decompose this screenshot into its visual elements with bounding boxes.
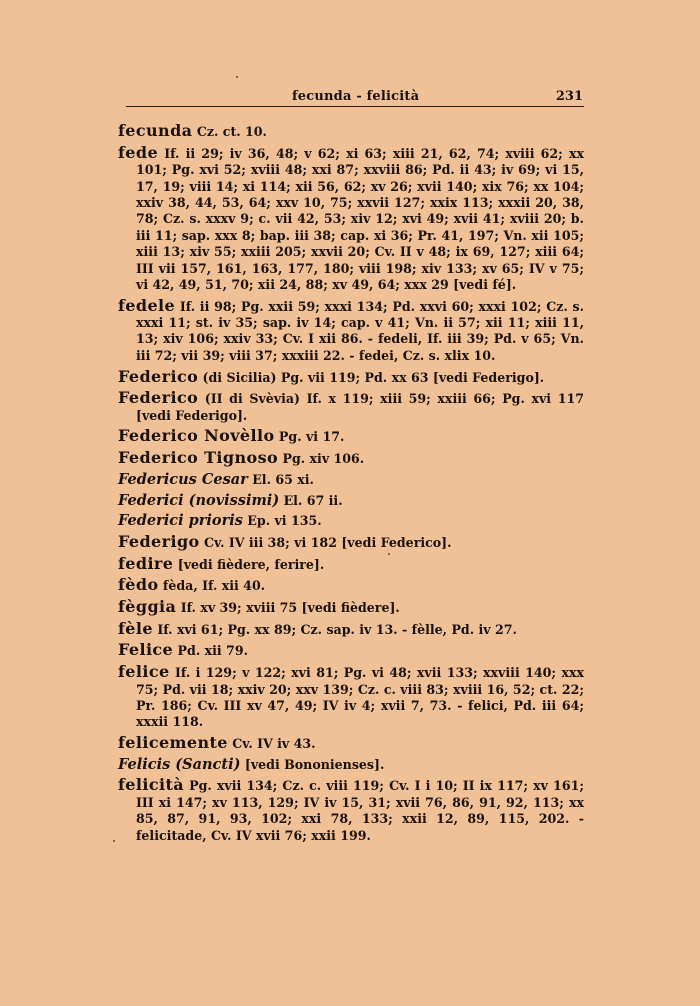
entry-body: Pg. vi 17. [278,429,345,445]
entry-body: (di Sicilia) Pg. vii 119; Pd. xx 63 [vedi Federigo]. [202,369,545,385]
entry-body: [vedi Bononienses]. [244,756,385,772]
entry-headword: felicità [118,775,184,795]
entry-body: Ep. vi 135. [247,513,322,529]
entry-headword: fede [118,142,159,162]
index-entry [118,493,584,509]
index-entry [118,599,584,616]
entry-body: [vedi fièdere, ferire]. [177,556,325,572]
entry-body: Cz. ct. 10. [196,124,267,139]
paper-speck [236,76,238,78]
entry-body: If. ii 29; iv 36, 48; v 62; xi 63; xiii 21, 62, 74; xviii 62; xx 101; Pg. xvi 52; xviii 48; xxi 87; xxviii 86; Pd. ii 43; iv 69; vi 15, 17, 19; viii 14; xi 114; xii 56, 62; xv 26; xvii 140; xix 76; xx 104; xxiv 38, 44, 53, 64; xxv 10, 75; xxvii 127; xxix 113; xxxii 20, 38, 78; Cz. s. xxxv 9; c. vii 42, 53; xiv 12; xvi 49; xvii 41; xviii 20; b. iii 11; sap. xxx 8; bap. iii 38; cap. xi 36; Pr. 41, 197; Vn. xii 105; xiii 13; xiv 55; xxiii 205; xxvii 20; Cv. II v 48; ix 69, 127; xiii 64; III vii 157, 161, 163, 177, 180; viii 198; xiv 133; xv 65; IV v 75; vi 42, 49, 51, 70; xii 24, 88; xv 49, 64; xxx 29 [vedi fé]. [136,145,584,292]
entry-headword: fèle [118,618,153,638]
entry-body: Cv. IV iii 38; vi 182 [vedi Federico]. [204,534,452,550]
entry-headword: Federicus Cesar [118,470,248,488]
index-entry [118,450,584,467]
index-entry [118,513,584,529]
entry-headword: felice [118,662,170,682]
index-entry [118,777,584,844]
index-entry [118,553,584,573]
index-entry [118,577,584,594]
index-entry [118,390,584,424]
entry-headword: fedele [118,295,176,315]
header-title: fecunda - felicità [292,89,420,104]
index-entry [118,295,584,365]
index-entry [118,531,584,551]
entry-body: If. ii 98; Pg. xxii 59; xxxi 134; Pd. xxvi 60; xxxi 102; Cz. s. xxxi 11; st. iv 35; sap. iv 14; cap. v 41; Vn. ii 57; xii 11; xiii 11, 13; xiv 106; xxiv 33; Cv. I xii 86. - fedeli, If. iii 39; Pd. v 65; Vn. iii 72; vii 39; viii 37; xxxiii 22. - fedei, Cz. s. xlix 10. [136,298,584,363]
entry-headword: fecunda [118,121,193,140]
entry-headword: Federici prioris [118,512,243,530]
index-entry [118,735,584,752]
entry-body: Pd. xii 79. [177,643,248,659]
entry-headword: Federico Novèllo [118,426,275,446]
entry-headword: Felice [118,640,174,660]
entry-body: Pg. xiv 106. [282,451,365,467]
entry-headword: Federigo [118,531,200,551]
page-number: 231 [555,89,583,104]
entry-headword: fèggia [118,597,177,617]
entry-headword: fèdo [118,575,159,595]
entry-body: (II di Svèvia) If. x 119; xiii 59; xxiii 66; Pg. xvi 117 [vedi Federigo]. [136,391,584,423]
entry-headword: fedire [118,553,174,573]
entry-headword: Federico [118,366,199,386]
entry-headword: Federico Tignoso [118,448,279,468]
entry-body: fèda, If. xii 40. [162,578,266,594]
entry-body: Pg. xvii 134; Cz. c. viii 119; Cv. I i 10; II ix 117; xv 161; III xi 147; xv 113, 129; IV iv 15, 31; xvii 76, 86, 91, 92, 113; xx 85, 87, 91, 93, 102; xxi 78, 133; xxii 12, 89, 115, 202. - felicitade, Cv. IV xvii 76; xxii 199. [136,778,584,843]
paper-speck [388,553,390,555]
paper-speck [113,840,115,842]
index-entry [118,642,584,659]
index-entry [118,618,584,638]
index-entry [118,472,584,488]
running-header [126,86,584,107]
entry-body: If. xvi 61; Pg. xx 89; Cz. sap. iv 13. - fèlle, Pd. iv 27. [157,621,517,637]
entry-headword: Federici (novissimi) [118,491,280,509]
index-entry [118,664,584,731]
entry-body: If. xv 39; xviii 75 [vedi fièdere]. [180,600,400,616]
index-entry [118,428,584,445]
entry-body: El. 67 ii. [283,492,343,508]
index-entry [118,366,584,386]
entry-headword: Federico [118,388,199,408]
entry-body: El. 65 xi. [252,471,314,487]
entry-headword: Felicis (Sancti) [118,755,241,773]
index-entry [118,142,584,294]
index-entries [118,123,584,848]
entry-headword: felicemente [118,733,228,753]
entry-body: Cv. IV iv 43. [232,736,316,752]
index-entry [118,757,584,773]
index-entry [118,123,584,140]
entry-body: If. i 129; v 122; xvi 81; Pg. vi 48; xvii 133; xxviii 140; xxx 75; Pd. vii 18; xxiv 20; xxv 139; Cz. c. viii 83; xviii 16, 52; ct. 22; Pr. 186; Cv. III xv 47, 49; IV iv 4; xvii 7, 73. - felici, Pd. iii 64; xxxii 118. [136,665,584,730]
